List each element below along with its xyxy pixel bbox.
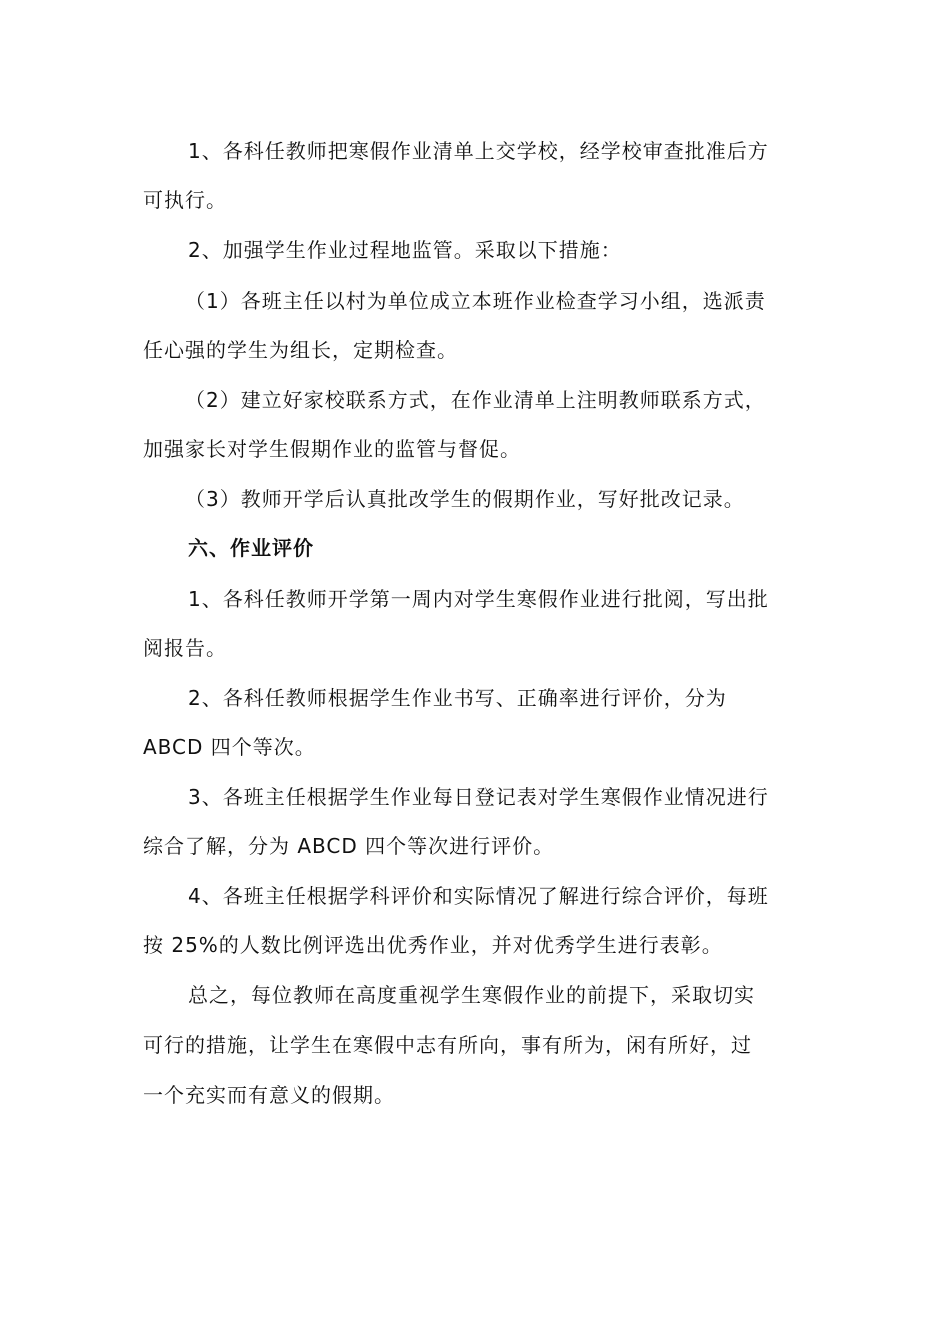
paragraph-line: 可行的措施，让学生在寒假中志有所向，事有所为，闲有所好，过 [143,1033,752,1057]
paragraph-line: （1）各班主任以村为单位成立本班作业检查学习小组，选派责 [185,289,766,313]
paragraph-line: 3、各班主任根据学生作业每日登记表对学生寒假作业情况进行 [188,785,769,809]
paragraph-line: 可执行。 [143,188,227,212]
paragraph-line: 按 25%的人数比例评选出优秀作业，并对优秀学生进行表彰。 [143,933,723,957]
paragraph-line: 综合了解，分为 ABCD 四个等次进行评价。 [143,834,555,858]
paragraph-line: （3）教师开学后认真批改学生的假期作业，写好批改记录。 [185,487,745,511]
paragraph-line: 4、各班主任根据学科评价和实际情况了解进行综合评价，每班 [188,884,769,908]
paragraph-line: 加强家长对学生假期作业的监管与督促。 [143,437,521,461]
paragraph-line: 1、各科任教师开学第一周内对学生寒假作业进行批阅，写出批 [188,587,769,611]
paragraph-line: 2、各科任教师根据学生作业书写、正确率进行评价，分为 [188,686,727,710]
paragraph-line: （2）建立好家校联系方式，在作业清单上注明教师联系方式， [185,388,766,412]
paragraph-line: 阅报告。 [143,636,227,660]
paragraph-line: 1、各科任教师把寒假作业清单上交学校，经学校审查批准后方 [188,139,769,163]
paragraph-line: 任心强的学生为组长，定期检查。 [143,338,458,362]
paragraph-line: 一个充实而有意义的假期。 [143,1083,395,1107]
paragraph-line: 2、加强学生作业过程地监管。采取以下措施： [188,238,622,262]
paragraph-line: 总之，每位教师在高度重视学生寒假作业的前提下，采取切实 [188,983,755,1007]
paragraph-line: ABCD 四个等次。 [143,735,316,759]
section-heading: 六、作业评价 [188,536,314,560]
